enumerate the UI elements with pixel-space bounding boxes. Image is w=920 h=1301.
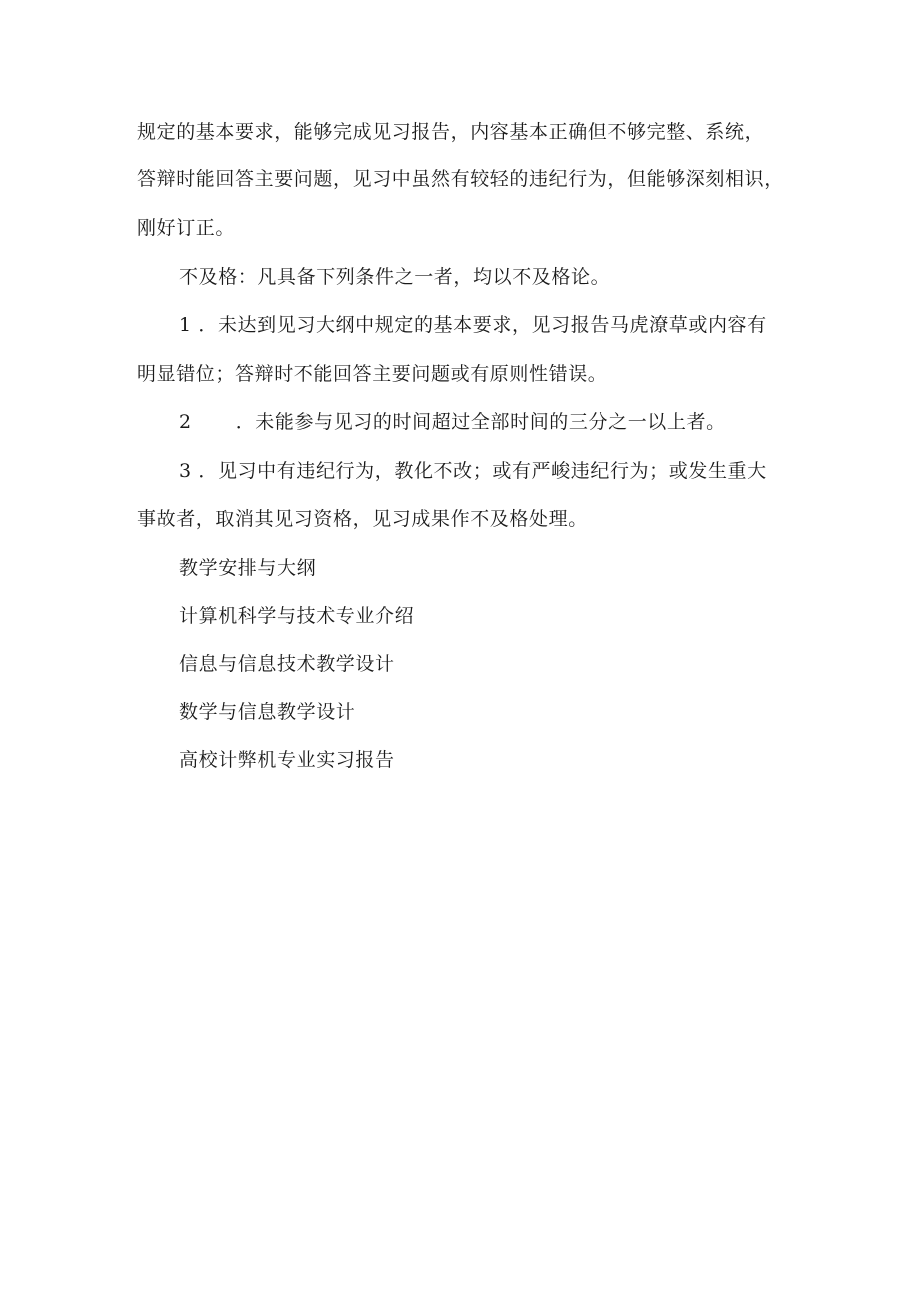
- fail-item-2-line-1: [179, 410, 726, 434]
- related-title-5[interactable]: 高校计弊机专业实习报告: [179, 749, 395, 771]
- pass-paragraph-line-1: 规定的基本要求，能够完成见习报告，内容基本正确但不够完整、系统，: [137, 121, 765, 143]
- fail-item-2-text: ．未能参与见习的时间超过全部时间的三分之一以上者。: [235, 411, 726, 433]
- fail-item-1-text: ．未达到见习大纲中规定的基本要求，见习报告马虎潦草或内容有: [198, 314, 767, 336]
- pass-paragraph-line-3: 刚好订正。: [137, 217, 236, 239]
- fail-item-2-number: 2: [179, 411, 192, 433]
- fail-item-3-text: ．见习中有违纪行为，教化不改；或有严峻违纪行为；或发生重大: [198, 460, 767, 482]
- related-title-4[interactable]: 数学与信息教学设计: [179, 701, 356, 723]
- fail-item-1-line-2: 明显错位；答辩时不能回答主要问题或有原则性错误。: [137, 363, 608, 385]
- related-title-1[interactable]: 教学安排与大纲: [179, 557, 317, 579]
- fail-item-1-line-1: [179, 313, 767, 337]
- fail-item-3-line-1: [179, 459, 767, 483]
- pass-paragraph-line-2: 答辩时能回答主要问题，见习中虽然有较轻的违纪行为，但能够深刻相识，: [137, 168, 784, 190]
- related-title-3[interactable]: 信息与信息技术教学设计: [179, 653, 395, 675]
- fail-criteria-intro: 不及格：凡具备下列条件之一者，均以不及格论。: [179, 266, 611, 288]
- fail-item-1-number: 1: [179, 314, 192, 336]
- related-title-2[interactable]: 计算机科学与技术专业介绍: [179, 605, 415, 627]
- fail-item-3-number: 3: [179, 460, 192, 482]
- fail-item-3-line-2: 事故者，取消其见习资格，见习成果作不及格处理。: [137, 508, 588, 530]
